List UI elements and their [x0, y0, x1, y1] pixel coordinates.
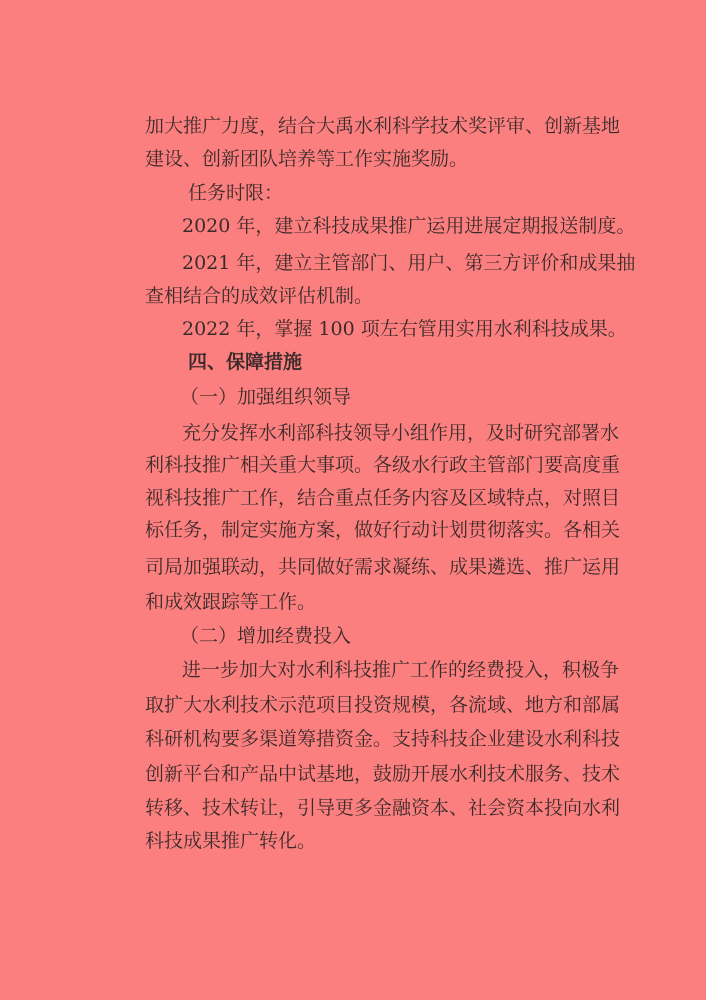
text-line-18: 取扩大水利技术示范项目投资规模，各流域、地方和部属 [145, 694, 621, 716]
text-line-7: 2022 年，掌握 100 项左右管用实用水利科技成果。 [182, 318, 627, 340]
subsection-heading-2: （二）增加经费投入 [180, 625, 352, 647]
text-line-15: 和成效跟踪等工作。 [145, 591, 317, 613]
subsection-heading-1: （一）加强组织领导 [180, 386, 352, 408]
section-heading-4: 四、保障措施 [188, 351, 303, 373]
text-line-19: 科研机构要多渠道筹措资金。支持科技企业建设水利科技 [145, 728, 621, 750]
text-line-20: 创新平台和产品中试基地，鼓励开展水利技术服务、技术 [145, 763, 621, 785]
text-line-5: 2021 年，建立主管部门、用户、第三方评价和成果抽 [182, 252, 636, 274]
text-line-13: 标任务，制定实施方案，做好行动计划贯彻落实。各相关 [145, 519, 621, 541]
text-line-11: 利科技推广相关重大事项。各级水行政主管部门要高度重 [145, 454, 621, 476]
text-line-1: 加大推广力度，结合大禹水利科学技术奖评审、创新基地 [145, 115, 621, 137]
task-deadline-label: 任务时限： [188, 182, 284, 204]
text-line-12: 视科技推广工作，结合重点任务内容及区域特点，对照目 [145, 487, 621, 509]
text-line-4: 2020 年，建立科技成果推广运用进展定期报送制度。 [182, 215, 636, 237]
text-line-6: 查相结合的成效评估机制。 [145, 285, 374, 307]
text-line-22: 科技成果推广转化。 [145, 830, 317, 852]
text-line-17: 进一步加大对水利科技推广工作的经费投入，积极争 [182, 659, 620, 681]
text-line-14: 司局加强联动，共同做好需求凝练、成果遴选、推广运用 [145, 556, 621, 578]
text-line-10: 充分发挥水利部科技领导小组作用，及时研究部署水 [182, 422, 620, 444]
text-line-21: 转移、技术转让，引导更多金融资本、社会资本投向水利 [145, 797, 621, 819]
text-line-2: 建设、创新团队培养等工作实施奖励。 [145, 148, 469, 170]
